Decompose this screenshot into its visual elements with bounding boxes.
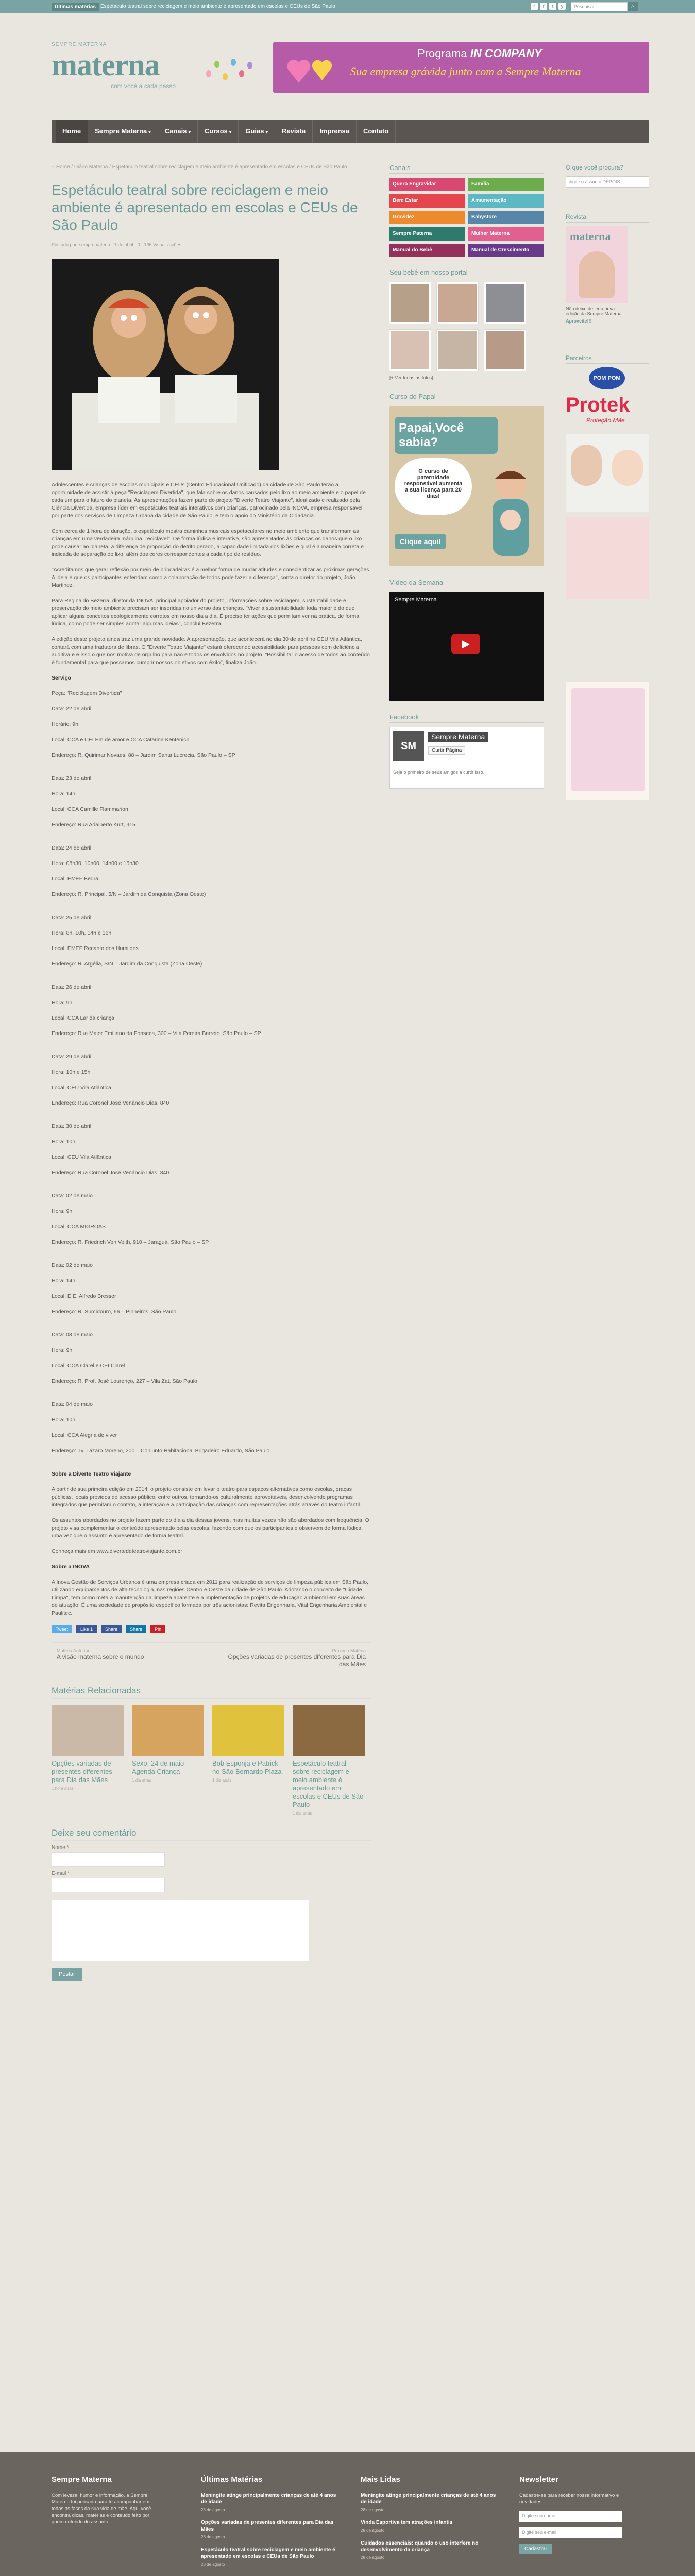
category-button[interactable]: Mulher Materna xyxy=(468,227,544,241)
share-bar xyxy=(52,1625,371,1635)
service-line: Endereço: Rua Adalberto Kurt, 915 xyxy=(52,822,135,828)
article-paragraph: Com cerca de 1 hora de duração, o espetáculo mostra caminhos musicais espetaculares no meio ambiente que transformam as crianças em uma verdadeira máquina "reciclável". De forma lúdica e interativa, são apresentados às crianças os danos que o lixo pode causar ao planeta, a diferença de proporção do detrito gerado, a capacidade limitada dos lixões e qual é a maneira correta e indicada de separação do lixo, além dos cores correspondentes a cada tipo de resíduo. xyxy=(52,528,364,557)
nav-item-label: Revista xyxy=(281,127,306,135)
category-button[interactable]: Sempre Paterna xyxy=(389,227,465,241)
baby-photo[interactable] xyxy=(484,330,526,371)
curso-heading: Curso do Papai xyxy=(389,393,544,402)
service-line: Data: 29 de abril xyxy=(52,1054,92,1060)
email-input[interactable] xyxy=(52,1878,165,1892)
service-line: Local: EMEF Bedra xyxy=(52,876,99,882)
category-grid xyxy=(389,178,544,257)
in-company-banner[interactable] xyxy=(273,42,649,93)
service-line: Data: 26 de abril xyxy=(52,984,92,990)
revista-text: Não deixe de ler a nova edição da Sempre Materna. xyxy=(566,306,623,316)
category-button[interactable]: Manual do Bebê xyxy=(389,244,465,257)
pompom-logo[interactable]: POM POM xyxy=(589,367,625,389)
papai-button[interactable]: Clique aqui! xyxy=(395,534,446,549)
category-button[interactable]: Quero Engravidar xyxy=(389,178,465,191)
service-line: Data: 22 de abril xyxy=(52,706,92,712)
banner-subtitle: Sua empresa grávida junto com a Sempre Materna xyxy=(350,65,581,78)
service-line: Horário: 9h xyxy=(52,721,78,727)
protek-logo[interactable]: Protek xyxy=(566,394,630,416)
right-sidebar xyxy=(566,164,649,800)
service-line: Data: 04 de maio xyxy=(52,1401,93,1408)
revista-heading: Revista xyxy=(566,213,649,223)
newsletter-email-input[interactable]: Digite seu e-mail xyxy=(519,2527,622,2538)
baby-photo[interactable] xyxy=(437,330,478,371)
nav-item-label: Imprensa xyxy=(319,127,350,135)
category-button[interactable]: Bem Estar xyxy=(389,194,465,208)
related-thumbnail[interactable] xyxy=(52,1705,124,1756)
chevron-down-icon: ▾ xyxy=(265,129,268,134)
comment-textarea[interactable] xyxy=(52,1900,309,1961)
social-icons xyxy=(531,3,566,10)
footer-article-date: 28 de agosto xyxy=(361,2507,385,2512)
main-nav xyxy=(52,120,649,143)
footer-about xyxy=(52,2475,155,2526)
service-line: Local: CEU Vila Atlântica xyxy=(52,1084,111,1091)
share-button[interactable]: Tweet xyxy=(52,1625,72,1633)
top-bar xyxy=(0,0,695,13)
about-diverte-text: Os assuntos abordados no projeto fazem parte do dia a dia dessas jovens, mas muitas vezes não são abordados com frequência. O projeto visa complementar o conteúdo apresentado pelas escolas, fazendo com que os participantes e observem de forma lúdica, uma vez que o assunto é apresentado de forma teatral. xyxy=(52,1517,369,1539)
play-icon[interactable]: ▶ xyxy=(451,634,480,654)
footer-about-text: Com leveza, humor e informação, a Sempre Materna foi pensada para te acompanhar em todas as fases da sua vida de mãe. Aqui você encontra dicas, matérias e conteúdo feito por quem entende do assunto. xyxy=(52,2493,151,2525)
service-line: Local: EMEF Recanto dos Humildes xyxy=(52,945,139,952)
fb-avatar: SM xyxy=(393,731,424,761)
related-thumbnail[interactable] xyxy=(293,1705,365,1756)
footer-article-date: 28 de agosto xyxy=(361,2555,385,2560)
service-line: Local: E.E. Alfredo Bresser xyxy=(52,1293,116,1299)
service-line: Hora: 10h e 15h xyxy=(52,1069,91,1075)
newsletter-name-input[interactable]: Digite seu nome xyxy=(519,2511,622,2522)
service-line: Endereço: R. Quirimar Novaes, 88 – Jardim Santa Lucrecia, São Paulo – SP xyxy=(52,752,235,758)
chevron-down-icon: ▾ xyxy=(229,129,232,134)
facebook-widget xyxy=(389,727,544,789)
post-comment-button[interactable]: Postar xyxy=(52,1968,82,1981)
next-label: Próxima Matéria xyxy=(332,1648,366,1653)
post-hero-image xyxy=(52,259,279,470)
service-line: Data: 30 de abril xyxy=(52,1123,92,1129)
service-line: Hora: 14h xyxy=(52,791,76,797)
curso-papai-banner[interactable] xyxy=(389,406,544,566)
footer-article-date: 28 de agosto xyxy=(201,2562,225,2567)
fb-like-button[interactable]: Curtir Página xyxy=(428,746,465,755)
service-line: Hora: 10h xyxy=(52,1417,76,1423)
service-line: Hora: 10h xyxy=(52,1139,76,1145)
comment-heading: Deixe seu comentário xyxy=(52,1828,371,1841)
name-label: Nome * xyxy=(52,1845,69,1851)
latest-news-link[interactable]: Espetáculo teatral sobre reciclagem e meio ambiente é apresentado em escolas e CEUs de São Paulo xyxy=(100,4,335,9)
site-logo[interactable]: materna xyxy=(52,48,160,82)
partner-ad-text[interactable] xyxy=(566,517,649,599)
papai-title: Papai,Você sabia? xyxy=(395,417,498,454)
nav-item-label: Sempre Materna xyxy=(95,127,147,135)
footer-latest xyxy=(201,2475,340,2574)
share-button[interactable]: Share xyxy=(101,1625,122,1633)
related-list xyxy=(52,1705,371,1816)
logo-subtitle: com você a cada passo xyxy=(111,82,176,90)
newsletter-heading: Newsletter xyxy=(519,2475,558,2484)
related-title[interactable]: Sexo: 24 de maio – Agenda Criança xyxy=(132,1759,190,1775)
newsletter-submit-button[interactable]: Cadastrar xyxy=(519,2544,552,2554)
category-button[interactable]: Amamentação xyxy=(468,194,544,208)
service-line: Local: CCA MIGROAS xyxy=(52,1224,106,1230)
chevron-down-icon: ▾ xyxy=(188,129,191,134)
logo-tagline-top: SEMPRE MATERNA xyxy=(52,42,107,47)
service-line: Data: 03 de maio xyxy=(52,1332,93,1338)
prev-post-link[interactable] xyxy=(57,1648,201,1660)
sidebar-search-input[interactable]: digite o assunto DEPOIS xyxy=(566,176,649,188)
service-line: Local: CCA e CEI Em de amor e CCA Catarina Kentenich xyxy=(52,737,190,743)
procura-heading: O que você procura? xyxy=(566,164,649,173)
service-line: Local: CEU Vila Atlântica xyxy=(52,1154,111,1160)
nav-item[interactable] xyxy=(158,120,198,143)
post-navigation xyxy=(52,1642,371,1673)
service-heading: Serviço xyxy=(52,675,71,681)
category-button[interactable]: Gravidez xyxy=(389,211,465,224)
related-heading: Matérias Relacionadas xyxy=(52,1686,371,1699)
protek-sub: Proteção Mãe xyxy=(586,417,625,424)
nav-item[interactable] xyxy=(56,120,88,143)
chevron-down-icon: ▾ xyxy=(148,129,151,134)
email-label: E-mail * xyxy=(52,1871,70,1876)
nav-item-label: Guias xyxy=(245,127,264,135)
related-date: 1 dia atrás xyxy=(212,1778,232,1783)
share-button[interactable]: Pin xyxy=(150,1625,165,1633)
nav-item[interactable] xyxy=(198,120,239,143)
nav-item-label: Cursos xyxy=(204,127,228,135)
category-button[interactable]: Manual de Crescimento xyxy=(468,244,544,257)
newsletter-text: Cadastre-se para receber nossa informativo e novidades xyxy=(519,2493,619,2505)
footer-article-link[interactable]: Espetáculo teatral sobre reciclagem e meio ambiente é apresentado em escolas e CEUs de São Paulo xyxy=(201,2547,335,2560)
footprint-icon xyxy=(206,55,258,86)
footer-article-date: 28 de agosto xyxy=(201,2535,225,2539)
nav-item[interactable] xyxy=(357,120,396,143)
papai-text: O curso de paternidade responsável aumenta a sua licença para 20 dias! xyxy=(395,458,472,515)
nav-item-label: Contato xyxy=(363,127,389,135)
comment-form xyxy=(52,1845,371,1981)
related-title[interactable]: Espetáculo teatral sobre reciclagem e meio ambiente é apresentado em escolas e CEUs de São Paulo xyxy=(293,1759,364,1808)
related-item[interactable] xyxy=(52,1705,124,1816)
revista-link[interactable]: Aproveite!!! xyxy=(566,318,592,324)
partner-ad-sempre[interactable] xyxy=(566,682,649,800)
related-thumbnail[interactable] xyxy=(212,1705,284,1756)
footer-article-link[interactable]: Cuidados essenciais: quando o uso interfere no desenvolvimento da criança xyxy=(361,2540,479,2553)
related-item[interactable] xyxy=(132,1705,204,1816)
related-item[interactable] xyxy=(293,1705,365,1816)
nav-item[interactable] xyxy=(239,120,275,143)
service-line: Endereço: R. Sumidouro, 66 – Pinheiros, São Paulo xyxy=(52,1309,177,1315)
nav-item-label: Canais xyxy=(164,127,187,135)
prev-title: A visão materna sobre o mundo xyxy=(57,1653,144,1660)
footer-article-link[interactable]: Vinda Esportiva tem atrações infantis xyxy=(361,2520,453,2526)
facebook-heading: Facebook xyxy=(389,713,544,723)
footer-newsletter xyxy=(519,2475,633,2554)
related-title[interactable]: Bob Esponja e Patrick no São Bernardo Plaza xyxy=(212,1759,282,1775)
father-baby-illustration xyxy=(482,463,539,561)
name-input[interactable] xyxy=(52,1852,165,1867)
service-line: Data: 23 de abril xyxy=(52,775,92,782)
footer-article-link[interactable]: Meningite atinge principalmente crianças de até 4 anos de idade xyxy=(361,2493,496,2505)
service-line: Local: CCA Lar da criança xyxy=(52,1015,114,1021)
fb-page-name[interactable]: Sempre Materna xyxy=(428,732,488,742)
fb-text: Seja o primeiro de seus amigos a curtir isso. xyxy=(393,770,485,775)
article-paragraph: Adolescentes e crianças de escolas municipais e CEUs (Centro Educacional Unificado) da cidade de São Paulo terão a oportunidade de assistir à peça "Reciclagem Divertida", que fala sobre os danos causados pelo lixo ao meio ambiente e o papel de cada um para o futuro do planeta. As apresentações fazem parte do projeto "Diverte Teatro Viajante", idealizado e realizado pela Ciência Divertida, empresa líder em espetáculos teatrais interativos com crianças, patrocinado pela INOVA, empresa responsável por parte dos serviços de Limpeza Urbana da cidade de São Paulo, e tem o apoio do Ministério da Cidadania. xyxy=(52,482,366,519)
main-content xyxy=(52,164,371,1981)
service-line: Data: 25 de abril xyxy=(52,914,92,921)
related-thumbnail[interactable] xyxy=(132,1705,204,1756)
baby-photo[interactable] xyxy=(389,330,431,371)
about-diverte-text: A partir de sua primeira edição em 2014, o projeto consiste em levar o teatro para espaços alternativos como escolas, praças públicas, locais providos de acesso público, entre outros, tornando-os culturalmente aproveitáveis, desenvolvendo programas integrados que permitam o contato, a interação e a participação das crianças com representações atrás através do teatro infantil. xyxy=(52,1486,362,1508)
partner-ad-babies[interactable] xyxy=(566,434,649,512)
article-paragraph: Para Reginaldo Bezerra, diretor da INOVA, principal apoiador do projeto, informações sobre reciclagem, sustentabilidade e preservação do meio ambiente precisam ser inseridas no universo das crianças. "Viver a sustentabilidade toda maior é do que aplicar alguns conceitos ecologicamente corretos em nosso dia a dia. É preciso ter ações que permitam ver na prática, de forma lúdica, como pode ser simples adotar algumas ideias", conclui Bezerra. xyxy=(52,598,360,627)
rss-icon[interactable]: r xyxy=(531,3,538,10)
footer-article-date: 28 de agosto xyxy=(201,2507,225,2512)
search-icon[interactable]: ⌕ xyxy=(628,2,638,11)
youtube-icon[interactable]: y xyxy=(558,3,566,10)
footer-latest-heading: Últimas Matérias xyxy=(201,2475,263,2484)
baby-photo[interactable] xyxy=(437,282,478,324)
service-line: Endereço: Tv. Lázaro Moreno, 200 – Conjunto Habitacional Brigadeiro Eduardo, São Paulo xyxy=(52,1448,270,1454)
related-date: 1 dia atrás xyxy=(293,1811,312,1816)
related-date: 1 dia atrás xyxy=(132,1778,151,1783)
facebook-icon[interactable]: f xyxy=(540,3,547,10)
top-search-input[interactable]: Pesquisar... xyxy=(571,2,628,11)
next-post-link[interactable] xyxy=(222,1648,366,1668)
service-line: Hora: 9h xyxy=(52,1208,73,1214)
footer xyxy=(0,2452,695,2576)
next-title: Opções variadas de presentes diferentes para Dia das Mães xyxy=(228,1653,366,1668)
post-title: Espetáculo teatral sobre reciclagem e meio ambiente é apresentado em escolas e CEUs de São Paulo xyxy=(52,182,358,233)
footer-article-date: 28 de agosto xyxy=(361,2528,385,2533)
service-line: Data: 02 de maio xyxy=(52,1193,93,1199)
baby-photo[interactable] xyxy=(484,282,526,324)
footer-article-link[interactable]: Meningite atinge principalmente crianças de até 4 anos de idade xyxy=(201,2493,336,2505)
service-line: Data: 02 de maio xyxy=(52,1262,93,1268)
sidebar xyxy=(389,164,544,789)
hearts-icon xyxy=(283,52,340,88)
related-title[interactable]: Opções variadas de presentes diferentes para Dia das Mães xyxy=(52,1759,112,1784)
related-item[interactable] xyxy=(212,1705,284,1816)
share-button[interactable]: Like 1 xyxy=(76,1625,97,1633)
service-play: Peça: "Reciclagem Divertida" xyxy=(52,690,122,697)
banner-title-a: Programa xyxy=(417,47,470,60)
service-line: Endereço: R. Friedrich Von Voith, 910 – Jaraguá, São Paulo – SP xyxy=(52,1239,209,1245)
prev-label: Matéria Anterior xyxy=(57,1648,90,1653)
nav-item[interactable] xyxy=(275,120,313,143)
service-line: Endereço: R. Principal, 5/N – Jardim da Conquista (Zona Oeste) xyxy=(52,891,206,897)
service-line: Local: CCA Clarel e CEI Clarel xyxy=(52,1363,125,1369)
post-meta: Postado por: sempremateria · 1 de abril · 0 · 136 Visualizações xyxy=(52,242,181,247)
about-diverte-text: Conheça mais em www.divertedeteatroviajante.com.br xyxy=(52,1548,182,1554)
service-line: Hora: 9h xyxy=(52,1347,73,1353)
baby-photos xyxy=(389,282,544,371)
video-heading: Vídeo da Semana xyxy=(389,579,544,588)
service-line: Hora: 9h xyxy=(52,999,73,1006)
article-paragraph: "Acreditamos que gerar reflexão por meio de brincadeiras é a melhor forma de mudar atitudes e conscientizar as próximas gerações. A ideia é que os participantes entendam como a colaboração de todos pode fazer a diferença", conta o diretor do projeto, João Martinez. xyxy=(52,567,371,588)
see-all-photos-link[interactable]: [+ Ver todas as fotos] xyxy=(389,375,433,380)
header xyxy=(52,13,649,116)
banner-title-b: IN COMPANY xyxy=(470,47,542,60)
footer-about-heading: Sempre Materna xyxy=(52,2475,112,2484)
footer-article-link[interactable]: Opções variadas de presentes diferentes para Dia das Mães xyxy=(201,2520,334,2532)
canais-heading: Canais xyxy=(389,164,544,174)
video-player[interactable] xyxy=(389,592,544,701)
breadcrumb: ⌂ Home / Diário Materna / Espetáculo teatral sobre reciclagem e meio ambiente é apresentado em escolas e CEUs de São Paulo xyxy=(52,164,347,170)
footer-popular xyxy=(361,2475,500,2567)
baby-photo[interactable] xyxy=(389,282,431,324)
service-line: Hora: 14h xyxy=(52,1278,76,1284)
service-line: Endereço: Rua Coronel José Venâncio Dias, 840 xyxy=(52,1100,169,1106)
service-line: Hora: 08h30, 10h00, 14h00 e 15h30 xyxy=(52,860,139,867)
nav-item[interactable] xyxy=(88,120,158,143)
service-line: Local: CCA Alegria de viver xyxy=(52,1432,117,1438)
service-line: Data: 24 de abril xyxy=(52,845,92,851)
bebe-heading: Seu bebê em nosso portal xyxy=(389,268,544,278)
video-title: Sempre Materna xyxy=(395,597,437,603)
service-line: Hora: 8h, 10h, 14h e 16h xyxy=(52,930,112,936)
revista-cover[interactable]: materna xyxy=(566,226,628,303)
service-line: Endereço: Rua Major Emiliano da Fonseca, 300 – Vila Pereira Barreto, São Paulo – SP xyxy=(52,1030,261,1037)
parceiros-heading: Parceiros xyxy=(566,354,649,364)
service-line: Local: CCA Camille Flammarion xyxy=(52,806,128,812)
service-line: Endereço: Rua Coronel José Venâncio Dias, 840 xyxy=(52,1170,169,1176)
related-date: 1 hora atrás xyxy=(52,1786,74,1791)
category-button[interactable]: Família xyxy=(468,178,544,191)
twitter-icon[interactable]: t xyxy=(549,3,556,10)
service-line: Endereço: R. Prof. José Lourenço, 227 – Vila Zat, São Paulo xyxy=(52,1378,197,1384)
category-button[interactable]: Babystore xyxy=(468,211,544,224)
latest-label: Últimas matérias xyxy=(52,3,99,11)
about-inova-text: A Inova Gestão de Serviços Urbanos é uma empresa criada em 2011 para realização de serviços de limpeza pública em São Paulo, utilizando equipamentos de alta tecnologia, nas regiões Centro e Oeste da cidade de São Paulo. Adotando o conceito de "Cidade Limpa", tem como meta a manutenção da limpeza aparente e a implementação de projetos de educação ambiental em suas áreas de atuação. É uma sociedade de propósito específico formada por três acionistas: Revita Engenharia, Vital Engenharia Ambiental e Paulitec. xyxy=(52,1579,368,1616)
service-line: Endereço: R. Argélia, S/N – Jardim da Conquista (Zona Oeste) xyxy=(52,961,202,967)
share-button[interactable]: Share xyxy=(126,1625,146,1633)
about-inova-heading: Sobre a INOVA xyxy=(52,1564,90,1570)
footer-popular-heading: Mais Lidas xyxy=(361,2475,400,2484)
nav-item[interactable] xyxy=(313,120,357,143)
about-diverte-heading: Sobre a Diverte Teatro Viajante xyxy=(52,1471,131,1477)
article-paragraph: A edição deste projeto ainda traz uma grande novidade. A apresentação, que acontecerá no dia 30 de abril no CEU Vila Atlântica, contará com uma tradutora de libras. O "Diverte Teatro Viajante" estará oferecendo acessibilidade para pessoas com deficiência auditiva e é isso o que nos motiva de orgulho para não e todos os envolvidos no projeto. "Possibilitar o acesso de todos ao conteúdo é fundamental para que possamos cumprir nossos objetivos com êxito", finaliza João. xyxy=(52,636,370,666)
nav-item-label: Home xyxy=(62,127,81,135)
